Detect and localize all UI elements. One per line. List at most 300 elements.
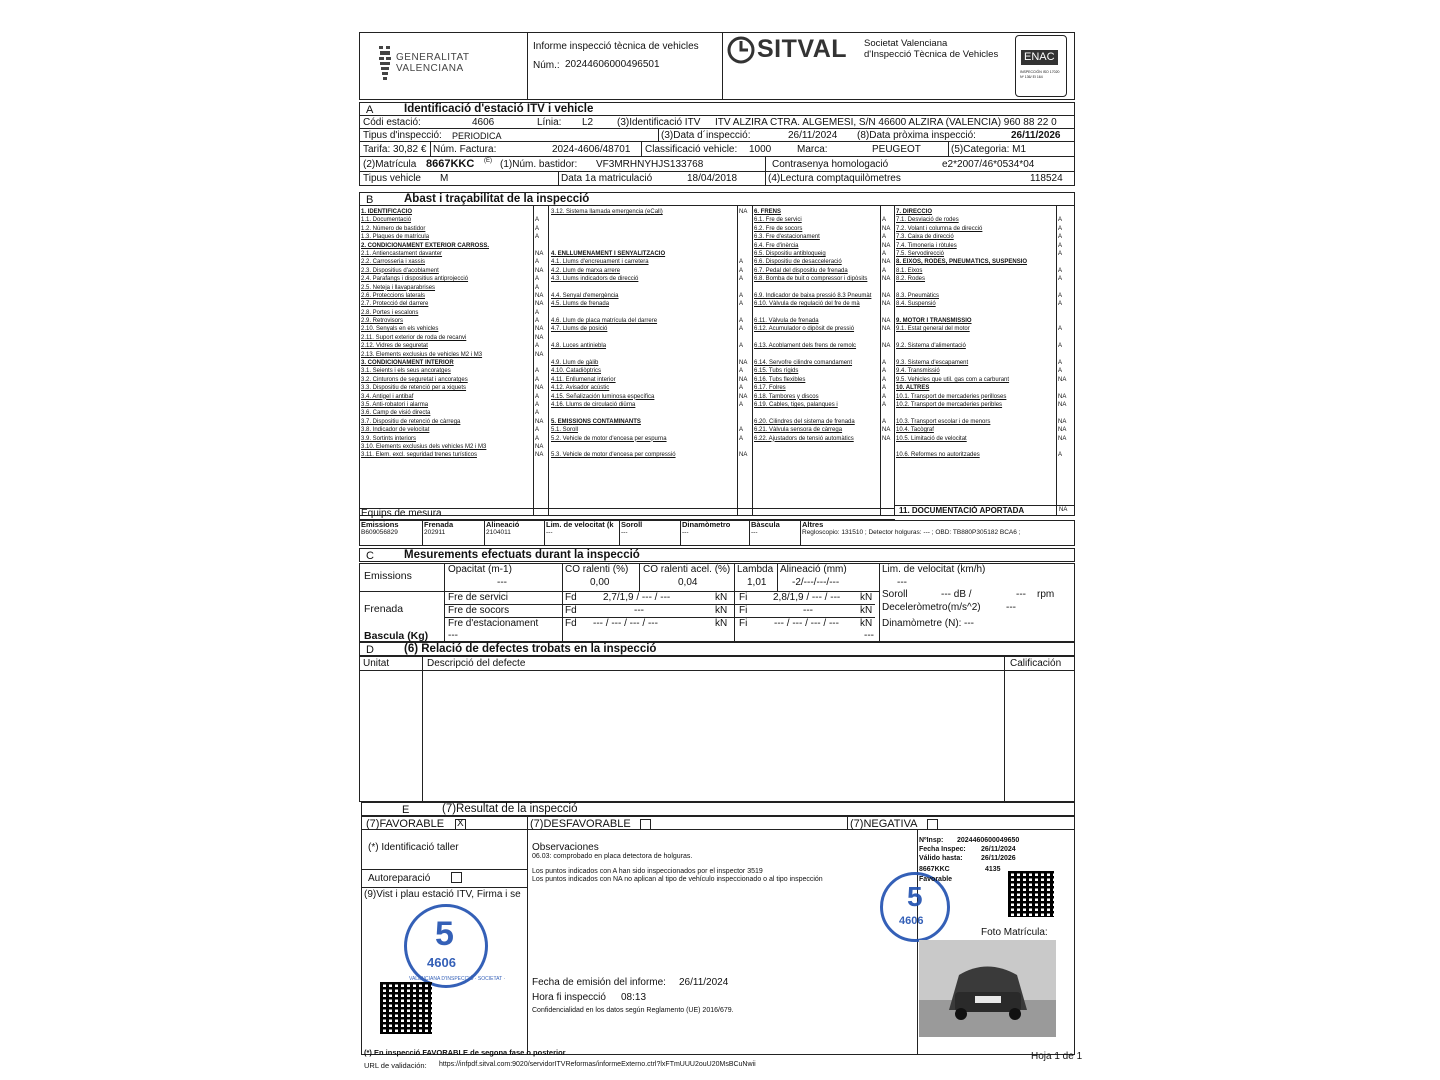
checklist-value <box>1058 317 1074 325</box>
checklist-value: A <box>535 376 540 383</box>
checklist-value: NA <box>535 292 544 299</box>
desfavorable-checkbox[interactable] <box>640 819 651 830</box>
checklist-item: 1. IDENTIFICACIÓ <box>361 209 413 215</box>
taller-label: (*) Identificació taller <box>368 842 459 853</box>
equip-divider <box>800 520 801 546</box>
checklist-value: A <box>739 259 744 266</box>
footer-note: (*) En inspecció FAVORABLE de segona fase o posterior <box>364 1048 566 1057</box>
favorable-label: (7)FAVORABLE <box>366 818 445 830</box>
checklist-item: 5.3. Vehicle de motor d'encesa per compressió <box>551 452 676 459</box>
checklist-value <box>882 208 894 216</box>
checklist-item <box>754 451 880 459</box>
checklist-item: 8.4. Suspensió <box>896 301 936 308</box>
checklist-item <box>896 334 1056 342</box>
checklist-item: 3.11. Elem. excl. seguridad trenes turísticos <box>361 452 477 459</box>
checklist-value: NA <box>882 301 891 308</box>
sitval-line2: d'Inspecció Tècnica de Vehicles <box>864 49 999 60</box>
checklist-value: A <box>739 267 744 274</box>
checklist-value: A <box>535 393 540 400</box>
checklist-value: A <box>535 401 540 408</box>
report-title: Informe inspecció tècnica de vehicles <box>533 41 699 52</box>
checklist-item: 4.1. Llums d'encreuament i carretera <box>551 259 649 266</box>
checklist-item: 3.9. Sortints interiors <box>361 435 417 442</box>
checklist-item <box>551 225 736 233</box>
checklist-value: A <box>739 401 744 408</box>
checklist-item: 5. EMISSIONS CONTAMINANTS <box>551 418 641 425</box>
checklist-value <box>1058 351 1074 359</box>
checklist-item: 2.12. Vidres de seguretat <box>361 343 428 350</box>
checklist-value: A <box>1058 343 1063 350</box>
checklist-item: 9.5. Vehicles que util. gas com a carburant <box>896 376 1010 383</box>
checklist-item: 6.6. Dispositiu de desacceleració <box>754 259 842 266</box>
checklist-item: 4.8. Luces antiniebla <box>551 343 607 350</box>
checklist-item: 2.13. Elements exclusius de vehicles M2 i M3 <box>361 351 483 358</box>
equip-divider <box>484 520 485 546</box>
checklist-value: NA <box>535 267 544 274</box>
checklist-value: NA <box>739 393 748 400</box>
checklist-item: 10.2. Transport de mercaderies peribles <box>896 401 1003 408</box>
checklist-value: A <box>1058 225 1063 232</box>
checklist-value: NA <box>535 351 544 358</box>
checklist-value <box>739 409 752 417</box>
checklist-item: 2.8. Portes i escalons <box>361 309 419 316</box>
checklist-value: A <box>535 259 540 266</box>
equip-value: --- <box>546 529 553 536</box>
end-time: 08:13 <box>621 992 647 1003</box>
enac-logo <box>1015 35 1067 97</box>
checklist-value: A <box>535 427 540 434</box>
checklist-value: NA <box>535 418 544 425</box>
checklist-value: A <box>882 418 887 425</box>
checklist-value: NA <box>882 292 891 299</box>
checklist-item <box>551 409 736 417</box>
section-a-letter: A <box>366 104 374 116</box>
checklist-item <box>754 334 880 342</box>
doc-aportada-label: 11. DOCUMENTACIÓ APORTADA <box>899 506 1025 515</box>
checklist-value <box>739 216 752 224</box>
checklist-item: 6.10. Vàlvula de regulació del fre de mà <box>754 301 860 308</box>
checklist-item: 2.6. Proteccions laterals <box>361 292 426 299</box>
checklist-item <box>754 409 880 417</box>
checklist-value: A <box>739 318 744 325</box>
checklist-item: 8. EIXOS, RODES, PNEUMÀTICS, SUSPENSIÓ <box>896 259 1028 266</box>
checklist-value: A <box>1058 217 1063 224</box>
qr-code-left <box>380 982 432 1034</box>
desfavorable-label: (7)DESFAVORABLE <box>530 818 631 830</box>
checklist-item: 4.12. Avisador acústic <box>551 385 610 392</box>
checklist-item: 10.6. Reformes no autoritzades <box>896 452 980 459</box>
gv-line1: GENERALITAT <box>396 52 470 63</box>
checklist-item: 4.16. Llums de circulació diürna <box>551 401 636 408</box>
checklist-value: NA <box>882 276 891 283</box>
checklist-value: A <box>739 368 744 375</box>
odometer-reading: 118524 <box>1030 173 1063 184</box>
equip-value: B609056829 <box>361 529 398 536</box>
equip-value: 2104011 <box>486 529 511 536</box>
checklist-value <box>1058 384 1074 392</box>
checklist-value: A <box>1058 292 1063 299</box>
checklist-item: 5.1. Soroll <box>551 427 579 434</box>
checklist-item: 7.1. Desviació de rodes <box>896 217 959 224</box>
checklist-value: A <box>535 284 540 291</box>
checklist-value: NA <box>535 443 544 450</box>
checklist-item: 10.3. Transport escolar i de menors <box>896 418 991 425</box>
checklist-item <box>896 284 1056 292</box>
gv-line2: VALENCIANA <box>396 63 464 74</box>
checklist-item: 4.4. Senyal d'emergència <box>551 292 619 299</box>
checklist-value: A <box>1058 452 1063 459</box>
checklist-value: A <box>1058 301 1063 308</box>
checklist-item: 4.6. Llum de placa matrícula del darrere <box>551 318 658 325</box>
checklist-item <box>754 284 880 292</box>
checklist-item: 1.1. Documentació <box>361 217 412 224</box>
generalitat-logo-icon <box>378 46 392 82</box>
section-b-title: Abast i traçabilitat de la inspecció <box>404 193 590 205</box>
checklist-value <box>1058 309 1074 317</box>
checklist-value: A <box>535 343 540 350</box>
checklist-item: 4.10. Catadiòptrics <box>551 368 602 375</box>
checklist-item: 2.3. Dispositius d'acoblament <box>361 267 439 274</box>
checklist-item: 4.3. Llums indicadors de direcció <box>551 276 639 283</box>
checklist-item: 6.4. Fre d'inèrcia <box>754 242 799 249</box>
checklist-value: A <box>1058 242 1063 249</box>
checklist-value <box>535 208 548 216</box>
checklist-value <box>739 225 752 233</box>
defects-table <box>359 656 1075 802</box>
checklist-value: A <box>1058 234 1063 241</box>
emission-date: 26/11/2024 <box>679 977 729 988</box>
checklist-value: A <box>1058 360 1063 367</box>
checklist-item: 4.7. Llums de posició <box>551 326 608 333</box>
station-stamp-right: 5 4606 <box>880 872 950 942</box>
checklist-value <box>882 443 894 451</box>
checklist-item: 8.1. Eixos <box>896 267 923 274</box>
itv-identification: ITV ALZIRA CTRA. ALGEMESI, S/N 46600 ALZIRA (VALENCIA) 960 88 22 0 <box>715 117 1057 128</box>
checklist-item: 7.5. Servodirecció <box>896 250 945 257</box>
checklist-item: 4.9. Llum de gàlib <box>551 360 599 367</box>
checklist-value: A <box>1058 267 1063 274</box>
checklist-value: A <box>535 410 540 417</box>
checklist-item: 2.10. Senyals en els vehicles <box>361 326 439 333</box>
checklist-value: A <box>535 234 540 241</box>
checklist-item: 2. CONDICIONAMENT EXTERIOR CARROSS. <box>361 242 490 249</box>
checklist-value <box>739 284 752 292</box>
checklist-value: NA <box>882 242 891 249</box>
checklist-value: NA <box>882 225 891 232</box>
checklist-item: 6.17. Folres <box>754 385 786 392</box>
checklist-col3 <box>754 208 880 460</box>
sitval-line1: Societat Valenciana <box>864 38 948 49</box>
checklist-value: A <box>882 393 887 400</box>
checklist-col3-values <box>882 208 894 460</box>
checklist-value: NA <box>882 343 891 350</box>
checklist-value: NA <box>1058 427 1067 434</box>
section-e-title: (7)Resultat de la inspecció <box>442 803 578 815</box>
equip-divider <box>619 520 620 546</box>
checklist-item: 6.2. Fre de socors <box>754 225 803 232</box>
checklist-item: 5.2. Vehicle de motor d'encesa per espurna <box>551 435 667 442</box>
report-number: 20244606000496501 <box>565 59 660 70</box>
checklist-item: 6.7. Pedal del dispositiu de frenada <box>754 267 848 274</box>
checklist-value: A <box>739 427 744 434</box>
equip-divider <box>544 520 545 546</box>
checklist-value: NA <box>882 435 891 442</box>
checklist-item: 6.15. Tubs rígids <box>754 368 799 375</box>
checklist-value: A <box>739 326 744 333</box>
checklist-value: A <box>739 343 744 350</box>
checklist-item: 2.2. Carrosseria i xassis <box>361 259 426 266</box>
checklist-item: 8.2. Rodes <box>896 276 926 283</box>
checklist-item: 6.14. Servofre cilindre comandament <box>754 360 853 367</box>
checklist-value: A <box>882 376 887 383</box>
enac-sub: INSPECCIÓN ISO 17020 Nº 136/ EI 164 <box>1020 70 1060 79</box>
section-e-header: E (7)Resultat de la inspecció <box>361 802 1075 816</box>
checklist-value: A <box>1058 276 1063 283</box>
checklist-item: 2.4. Parafangs i dispositius antiprojecció <box>361 276 469 283</box>
row-a2: Tipus d'inspecció: PERIODICA (3)Data d´inspecció: 26/11/2024 (8)Data pròxima inspecció: 26/11/2026 <box>359 129 1075 142</box>
checklist-item: 9. MOTOR I TRANSMISSIÓ <box>896 318 972 325</box>
equip-label: Dinamòmetro <box>682 520 731 529</box>
checklist-value: A <box>739 292 744 299</box>
checklist-item: 3.3. Dispositiu de retenció per a xiquets <box>361 385 467 392</box>
checklist-value <box>739 233 752 241</box>
checklist-item: 1.2. Número de bastidor <box>361 225 426 232</box>
checklist-item: 4.11. Enllumenat interior <box>551 376 616 383</box>
checklist-col2-values <box>739 208 752 460</box>
checklist-item <box>551 443 736 451</box>
row-a5: Tipus vehicle M Data 1a matriculació 18/04/2018 (4)Lectura comptaquilòmetres 118524 <box>359 172 1075 186</box>
equip-divider <box>422 520 423 546</box>
checklist-value: A <box>882 368 887 375</box>
service-brake-fi: 2,8/1,9 / --- / --- <box>773 592 841 603</box>
checklist-value <box>535 242 548 250</box>
checklist-item: 6.19. Cables, tiges, palanques i <box>754 401 838 408</box>
checklist-value <box>739 250 752 258</box>
vist-i-plau-label: (9)Vist i plau estació ITV, Firma i se <box>364 889 521 900</box>
vehicle-brand: PEUGEOT <box>872 144 921 155</box>
next-inspection-date: 26/11/2026 <box>1011 130 1061 141</box>
checklist-col4 <box>896 208 1056 460</box>
autoreparacio-label: Autoreparació <box>368 873 431 884</box>
checklist-value: NA <box>1058 435 1067 442</box>
checklist-value <box>739 334 752 342</box>
checklist-item <box>754 309 880 317</box>
checklist-item: 4. ENLLUMENAMENT I SENYALITZACIÓ <box>551 250 666 257</box>
checklist-value: NA <box>1058 418 1067 425</box>
checklist-item: 3.7. Dispositiu de retenció de càrrega <box>361 418 461 425</box>
vehicle-photo <box>919 940 1056 1037</box>
checklist-item: 3.8. Indicador de velocitat <box>361 427 430 434</box>
checklist-value <box>882 409 894 417</box>
checklist-item: 6.5. Dispositiu antibloqueig <box>754 250 826 257</box>
checklist-item: 3.10. Elements exclusius dels vehicles M2 i M3 <box>361 443 487 450</box>
equips-title: Equips de mesura <box>361 508 442 519</box>
checklist-item: 4.5. Llums de frenada <box>551 301 610 308</box>
checklist-item: 7.4. Timoneria i ròtules <box>896 242 957 249</box>
checklist-value: A <box>882 217 887 224</box>
checklist-item: 4.2. Llum de marxa arrere <box>551 267 621 274</box>
checklist-value <box>1058 208 1074 216</box>
checklist-item: 7.3. Caixa de direcció <box>896 234 954 241</box>
checklist-item <box>896 309 1056 317</box>
checklist-value: A <box>535 225 540 232</box>
row-a4: (2)Matrícula 8667KKC (E) (1)Núm. bastidor: VF3MRHNYHJS133768 Contrasenya homologació e2*2007/46*0534*04 <box>359 157 1075 172</box>
equip-label: Alineació <box>486 520 520 529</box>
checklist-item: 10.5. Limitació de velocitat <box>896 435 967 442</box>
checklist-item: 3.5. Anti-robatori i alarma <box>361 401 429 408</box>
checklist-value: NA <box>739 452 748 459</box>
checklist-value: NA <box>535 452 544 459</box>
checklist-value: A <box>535 217 540 224</box>
equip-value: 202911 <box>424 529 446 536</box>
checklist-item: 2.5. Neteja i llavaparabrises <box>361 284 436 291</box>
section-d-header: D (6) Relació de defectes trobats en la inspecció <box>359 642 1075 656</box>
checklist-item: 6.20. Cilindres del sistema de frenada <box>754 418 855 425</box>
equip-value: --- <box>751 529 758 536</box>
checklist-item <box>551 309 736 317</box>
checklist-item: 8.3. Pneumàtics <box>896 292 940 299</box>
checklist-value <box>882 334 894 342</box>
checklist-item <box>551 216 736 224</box>
checklist-value <box>1058 409 1074 417</box>
checklist-item: 7. DIRECCIÓ <box>896 209 933 215</box>
checklist-item: 9.1. Estat general del motor <box>896 326 970 333</box>
checklist-value <box>1058 334 1074 342</box>
favorable-checkbox[interactable]: X <box>455 819 466 830</box>
checklist-item: 6.16. Tubs flexibles <box>754 376 806 383</box>
equip-label: Bàscula <box>751 520 780 529</box>
observaciones-title: Observaciones <box>532 842 599 853</box>
checklist-value: NA <box>882 427 891 434</box>
checklist-value <box>739 242 752 250</box>
equip-label: Lim. de velocitat (k <box>546 520 614 529</box>
checklist-value: A <box>739 435 744 442</box>
checklist-item <box>551 334 736 342</box>
equip-label: Emissions <box>361 520 399 529</box>
checklist-value: A <box>882 267 887 274</box>
checklist-value <box>535 359 548 367</box>
checklist-value <box>882 351 894 359</box>
checklist-value: A <box>535 309 540 316</box>
checklist-item: 2.11. Suport exterior de roda de recanvi <box>361 334 467 341</box>
equip-label: Soroll <box>621 520 643 529</box>
checklist-value: NA <box>739 360 748 367</box>
vin-number: VF3MRHNYHJS133768 <box>596 159 704 170</box>
checklist-item: 6.9. Indicador de baixa pressió 8.3 Pneumàt <box>754 292 872 299</box>
checklist-item <box>551 284 736 292</box>
checklist-value <box>1058 258 1074 266</box>
checklist-value: NA <box>1058 393 1067 400</box>
header-box <box>359 32 1075 100</box>
checklist-value: A <box>739 385 744 392</box>
checklist-value <box>739 309 752 317</box>
foto-label: Foto Matrícula: <box>981 927 1048 938</box>
checklist-value: NA <box>1058 401 1067 408</box>
checklist-item: 9.2. Sistema d'alimentació <box>896 343 966 350</box>
frenada-label: Frenada <box>364 603 404 615</box>
checklist-item: 6. FRENS <box>754 209 782 215</box>
equip-value: --- <box>682 529 689 536</box>
checklist-value: A <box>739 276 744 283</box>
checklist-col4-values <box>1058 208 1074 460</box>
checklist-value: NA <box>535 385 544 392</box>
equip-label: Frenada <box>424 520 454 529</box>
checklist-value: A <box>882 360 887 367</box>
checklist-value: NA <box>739 376 748 383</box>
checklist-value: A <box>1058 250 1063 257</box>
checklist-item: 3.4. Antigel i antibaf <box>361 393 414 400</box>
checklist-col1-values <box>535 208 548 460</box>
checklist-value <box>882 284 894 292</box>
negativa-checkbox[interactable] <box>927 819 938 830</box>
checklist-value: NA <box>535 334 544 341</box>
defects-col-calificacion: Calificación <box>1010 658 1062 669</box>
autoreparacio-checkbox[interactable] <box>451 872 462 883</box>
section-b-header: B Abast i traçabilitat de la inspecció <box>359 192 1075 206</box>
checklist-value <box>739 443 752 451</box>
checklist-value: A <box>535 276 540 283</box>
checklist-item <box>551 242 736 250</box>
checklist-item <box>754 351 880 359</box>
checklist-item <box>896 351 1056 359</box>
inspection-date: 26/11/2024 <box>788 130 838 141</box>
checklist-item: 6.11. Vàlvula de frenada <box>754 318 819 325</box>
checklist-item: 10. ALTRES <box>896 385 930 392</box>
service-brake-fd: 2,7/1,9 / --- / --- <box>603 592 671 603</box>
section-a-title: Identificació d'estació ITV i vehicle <box>404 103 594 115</box>
section-c-header: C Mesurements efectuats durant la inspecció <box>359 548 1075 562</box>
checklist-item: 10.4. Tacògraf <box>896 427 934 434</box>
sitval-logo-icon <box>727 36 755 64</box>
checklist-value: NA <box>882 326 891 333</box>
report-page: GENERALITAT VALENCIANA Informe inspecció tècnica de vehicles Núm.: 20244606000496501 SITVAL Societat Valenciana d'Inspecció Tècnica de Vehicles ENAC INSPECCIÓN ISO 17020 Nº 136/ EI 164 A Identificació d'estació ITV i vehicle Códi estació: 4606 Línia: L2 (3)Identificació ITV ITV ALZIRA CTRA. ALGEMESI, S/N 46600 ALZIRA (VALENCIA) 960 88 22 0 Tipus d'inspecció: PERIODICA (3)Data d´inspecció: 26/11/2024 (8)Data pròxima inspecció: 26/11/2026 Tarifa: 30,82 € Núm. Factura: 2024-4606/48701 Classificació vehicle: 1000 Marca: PEUGEOT (5)Categoria: M1 (2)Matrícula 8667KKC (E) (1)Núm. bastidor: VF3MRHNYHJS133768 Contrasenya homologació e2*2007/46*0534*04 Tipus vehicle M Data 1a matriculació 18/04/2018 (4)Lectura comptaquilòmetres 118524 B Abast i traçabilitat de la inspecció 1. IDENTIFICACIÓ 1.1. Documentació 1.2. Número de bastidor 1.3. Plaques de matrícula 2. CONDICIONAMENT EXTERIOR CARROSS. 2.1. Antiencastament davanter 2.2. Carrosseria i xassis 2.3. Dispositius d'acoblament 2.4. Parafangs i dispositius antiprojecció 2.5. Neteja i llavaparabrises 2.6. Proteccions laterals 2.7. Protecció del darrere 2.8. Portes i escalons 2.9. Retrovisors 2.10. Senyals en els vehicles 2.11. Suport exterior de roda de recanvi 2.12. Vidres de seguretat 2.13. Elements exclusius de vehicles M2 i M3 3. CONDICIONAMENT INTERIOR 3.1. Seients i els seus ancoratges 3.2. Cinturons de seguretat i ancoratges 3.3. Dispositiu de retenció per a xiquets 3.4. Antigel i antibaf 3.5. Anti-robatori i alarma 3.6. Camp de visió directa 3.7. Dispositiu de retenció de càrrega 3.8. Indicador de velocitat 3.9. Sortints interiors 3.10. Elements exclusius dels vehicles M2 i M3 3.11. Elem. excl. seguridad trenes turísticos A A A NA A NA A A NA NA A A NA NA A NA A A NA A A A NA A A NA NA 3.12. Sistema llamada emergencia (eCall) 4. ENLLUMENAMENT I SENYALITZACIÓ 4.1. Llums d'encreuament i carretera 4.2. Llum de marxa arrere 4.3. Llums indicadors de direcció 4.4. Senyal d'emergència 4.5. Llums de frenada 4.6. Llum de placa matrícula del darrere 4.7. Llums de posició 4.8. Luces antiniebla 4.9. Llum de gàlib 4.10. Catadiòptrics 4.11. Enllumenat interior 4.12. Avisador acústic 4.15. Señalización luminosa específica 4.16. Llums de circulació diürna 5. EMISSIONS CONTAMINANTS 5.1. Soroll 5.2. Vehicle de motor d'encesa per espurna 5.3. Vehicle de motor d'encesa per compressió NA A A A A A A A A NA A NA A NA A A A NA 6. FRENS 6.1. Fre de servici 6.2. Fre de socors 6.3. Fre d'estacionament 6.4. Fre d'inèrcia 6.5. Dispositiu antibloqueig 6.6. Dispositiu de desacceleració 6.7. Pedal del dispositiu de frenada 6.8. Bomba de buit o compressor i dipòsits 6.9. Indicador de baixa pressió 8.3 Pneumàt 6.10. Vàlvula de regulació del fre de mà 6.11. Vàlvula de frenada 6.12. Acumulador o dipòsit de pressió 6.13. Acoblament dels frens de remolc 6.14. Servofre cilindre comandament 6.15. Tubs rígids 6.16. Tubs flexibles 6.17. Folres 6.18. Tambores y discos 6.19. Cables, tiges, palanques i 6.20. Cilindres del sistema de frenada 6.21. Vàlvula sensora de càrrega 6.22. Ajustadors de tensió automàtics A NA A NA A NA A NA NA NA NA NA NA A A A A A A A NA NA 7. DIRECCIÓ 7.1. Desviació de rodes 7.2. Volant i columna de direcció 7.3. Caixa de direcció 7.4. Timoneria i ròtules 7.5. Servodirecció 8. EIXOS, RODES, PNEUMÀTICS, SUSPENSIÓ 8.1. Eixos 8.2. Rodes 8.3. Pneumàtics 8.4. Suspensió 9. MOTOR I TRANSMISSIÓ 9.1. Estat general del motor 9.2. Sistema d'alimentació 9.3. Sistema d'escapament 9.4. Transmissió 9.5. Vehicles que util. gas com a carburant 10. ALTRES 10.1. Transport de mercaderies perilloses 10.2. Transport de mercaderies peribles 10.3. Transport escolar i de menors 10.4. Tacògraf 10.5. Limitació de velocitat 10.6. Reformes no autoritzades A A A A A A A A A A A A A NA NA NA NA NA NA A 11. DOCUMENTACIÓ APORTADA NA Equips de mesura C Mesurements efectuats durant la inspecció Emissions Opacitat (m-1) --- CO ralenti (%) 0,00 CO ralenti acel. (%) 0,04 Lambda 1,01 Alineació (mm) -2/---/---/--- Lim. de velocitat (km/h) --- Frenada Fre de servici Fre de socors Fre d'estacionament Fd Fd Fd 2,7/1,9 / --- / --- --- --- / --- / --- / --- kN kN kN Fi Fi Fi 2,8/1,9 / --- / --- --- --- / --- / --- / --- kN kN kN Soroll --- dB / --- rpm Deceleròmetro(m/s^2) --- Dinamòmetre (N): --- Bascula (Kg) --- --- D (6) Relació de defectes trobats en la inspecció Unitat Descripció del defecte Calificación E (7)Resultat de la inspecció (7)FAVORABLE X (7)DESFAVORABLE (7)NEGATIVA (*) Identificació taller Autoreparació (9)Vist i plau estació ITV, Firma i se 5 4606 VALENCIANA D'INSPECCIÓ · SOCIETAT · Observaciones 06.03: comprobado en placa detectora de holguras. Los puntos indicados con A han sido inspeccionados por el inspector 3519 Los puntos indicados con NA no aplican al tipo de vehículo inspeccionado o al tipo inspección Fecha de emisión del informe: 26/11/2024 Hora fi inspecció 08:13 Confidencialidad en los datos según Reglamento (UE) 2016/679. 5 4606 NºInsp: 2024460600049650 Fecha Inspec: 26/11/2024 Válido hasta: 26/11/2026 8667KKC 4135 Favorable Foto Matrícula: (*) En inspecció FAVORABLE de segona fase o posterior URL de validación: https://infpdf.sitval.com:9020/servidorITVReformas/informeExterno.ctrl?lxFTmUUU2ouU20MsBCuNwii Hoja 1 de 1 Emissions B609056829 Frenada 202911 Alineació 2104011 Lim. de velocitat (k --- Soroll --- Dinamòmetro --- Bàscula --- Altres Regloscopio: 131510 ; Detector holguras: --- ; OBD: TB880P305182 BCA6 ; <box>344 14 1094 1074</box>
equip-label: Altres <box>802 520 824 529</box>
checklist-item <box>754 443 880 451</box>
emissions-label: Emissions <box>364 570 412 582</box>
checklist-item: 6.22. Ajustadors de tensió automàtics <box>754 435 854 442</box>
equip-divider <box>749 520 750 546</box>
checklist-item: 3.2. Cinturons de seguretat i ancoratges <box>361 376 468 383</box>
checklist-item <box>551 351 736 359</box>
negativa-label: (7)NEGATIVA <box>850 818 918 830</box>
checklist-value: A <box>882 385 887 392</box>
checklist-item: 3.6. Camp de visió directa <box>361 410 431 417</box>
license-plate: 8667KKC <box>426 158 475 170</box>
checklist-value <box>882 451 894 459</box>
checklist-value <box>1058 443 1074 451</box>
station-stamp: 5 4606 VALENCIANA D'INSPECCIÓ · SOCIETAT · <box>404 904 488 988</box>
checklist-value: A <box>535 368 540 375</box>
checklist-item: 3.12. Sistema llamada emergencia (eCall) <box>551 209 663 215</box>
validation-url[interactable]: https://infpdf.sitval.com:9020/servidorITVReformas/informeExterno.ctrl?lxFTmUUU2ouU20MsBCuNwii <box>439 1061 756 1068</box>
checklist-item: 6.8. Bomba de buit o compressor i dipòsits <box>754 276 868 283</box>
checklist-col2 <box>551 208 736 460</box>
checklist-item: 6.13. Acoblament dels frens de remolc <box>754 343 857 350</box>
checklist-value: A <box>1058 326 1063 333</box>
checklist-item: 4.15. Señalización luminosa específica <box>551 393 655 400</box>
sitval-name: SITVAL <box>757 35 848 63</box>
checklist-value: NA <box>882 318 891 325</box>
checklist-value: A <box>739 301 744 308</box>
checklist-value: A <box>882 250 887 257</box>
checklist-item <box>896 443 1056 451</box>
checklist-item: 2.1. Antiencastament davanter <box>361 250 443 257</box>
checklist-item: 6.18. Tambores y discos <box>754 393 819 400</box>
checklist-value: NA <box>739 209 748 215</box>
row-a3: Tarifa: 30,82 € Núm. Factura: 2024-4606/48701 Classificació vehicle: 1000 Marca: PEUGEOT (5)Categoria: M1 <box>359 142 1075 157</box>
checklist-item: 3. CONDICIONAMENT INTERIOR <box>361 360 454 367</box>
section-d-title: (6) Relació de defectes trobats en la inspecció <box>404 643 657 655</box>
